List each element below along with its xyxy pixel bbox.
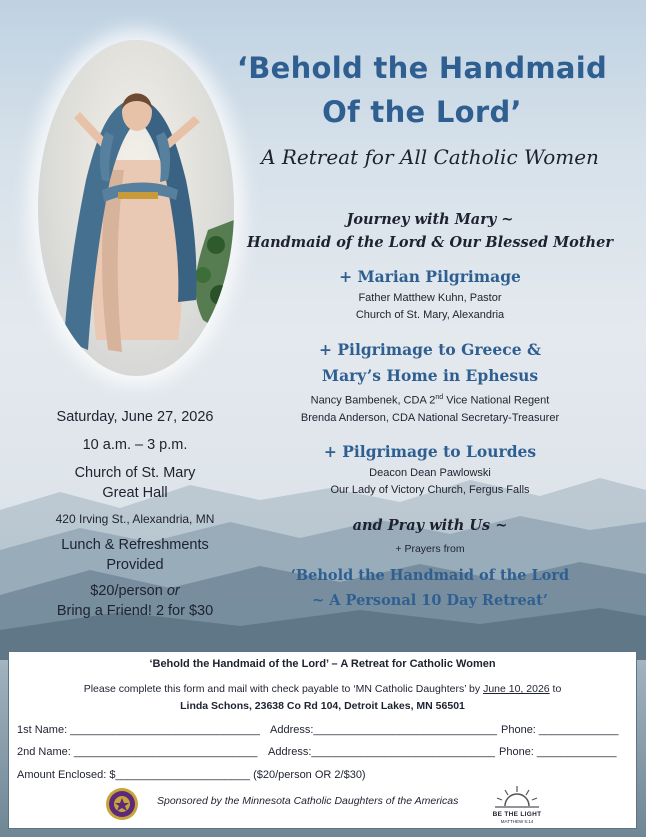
logo-text: BE THE LIGHT: [492, 811, 542, 818]
section-greece-line-1: [260, 389, 600, 410]
form-mail-to: Linda Schons, 23638 Co Rd 104, Detroit Lakes, MN 56501: [180, 700, 465, 712]
second-phone-field[interactable]: Phone: _____________: [499, 746, 617, 758]
sponsor-text: Sponsored by the Minnesota Catholic Daughters of the Americas: [157, 795, 459, 807]
greece-line-1-text: Nancy Bambenek, CDA 2: [310, 394, 436, 407]
section-marian-body: [260, 290, 600, 324]
registration-form: [8, 651, 637, 829]
greece-line-1-sup: nd: [435, 394, 444, 401]
event-price: [30, 581, 240, 621]
madonna-portrait: [38, 40, 234, 376]
second-address-field[interactable]: Address:______________________________: [268, 746, 495, 758]
amount-enclosed-field[interactable]: Amount Enclosed: $______________________ ($20/person OR 2/$30): [17, 769, 366, 781]
form-instruction-text: Please complete this form and mail with check payable to ‘MN Catholic Daughters’ by: [83, 683, 484, 695]
event-date: Saturday, June 27, 2026: [56, 409, 214, 425]
first-address-field[interactable]: Address:______________________________: [270, 724, 497, 736]
section-greece-line-2: Brenda Anderson, CDA National Secretary-Treasurer: [300, 411, 560, 424]
book-title: [260, 563, 600, 613]
section-lourdes-line-1: Deacon Dean Pawlowski: [369, 467, 491, 479]
page-title: [222, 46, 622, 134]
form-title: ‘Behold the Handmaid of the Lord’ – A Retreat for Catholic Women: [149, 658, 496, 670]
section-marian-line-2: Church of St. Mary, Alexandria: [355, 309, 505, 321]
event-lunch-line-1: Lunch & Refreshments: [61, 537, 209, 553]
section-greece-heading: [260, 337, 600, 389]
section-greece-heading-line-2: Mary’s Home in Ephesus: [321, 366, 539, 385]
form-instruction-end: to: [549, 683, 562, 695]
journey-line-1: Journey with Mary ~: [346, 211, 514, 228]
pray-small: + Prayers from: [395, 543, 465, 555]
section-greece-heading-line-1: + Pilgrimage to Greece &: [319, 340, 541, 359]
form-deadline: June 10, 2026: [483, 683, 550, 695]
page-subtitle: A Retreat for All Catholic Women: [261, 145, 599, 169]
event-lunch: [30, 535, 240, 575]
title-line-2: Of the Lord’: [322, 95, 522, 129]
event-venue: [30, 463, 240, 503]
event-price-line-1: [30, 581, 240, 601]
logo-subtext: MATTHEW 5:14: [500, 819, 534, 824]
section-greece-body: [260, 389, 600, 427]
event-venue-line-2: Great Hall: [102, 485, 168, 501]
event-time: 10 a.m. – 3 p.m.: [82, 437, 188, 453]
journey-heading: [240, 208, 620, 254]
price-or: or: [166, 583, 180, 599]
price-text: $20/person: [90, 583, 167, 599]
first-phone-field[interactable]: Phone: _____________: [501, 724, 619, 736]
event-venue-line-1: Church of St. Mary: [74, 465, 196, 481]
title-line-1: ‘Behold the Handmaid: [236, 51, 608, 85]
be-the-light-logo: [491, 784, 543, 826]
event-price-line-2: Bring a Friend! 2 for $30: [56, 603, 214, 619]
sunrise-icon: [491, 784, 543, 810]
pray-heading: and Pray with Us ~: [352, 517, 508, 534]
section-lourdes-heading: + Pilgrimage to Lourdes: [323, 442, 537, 461]
event-address: 420 Irving St., Alexandria, MN: [55, 512, 215, 526]
section-marian-line-1: Father Matthew Kuhn, Pastor: [358, 292, 502, 304]
book-title-line-2: ~ A Personal 10 Day Retreat’: [312, 592, 548, 609]
section-lourdes-body: [260, 465, 600, 499]
second-name-field[interactable]: 2nd Name: ______________________________: [17, 746, 258, 758]
journey-line-2: Handmaid of the Lord & Our Blessed Mother: [247, 234, 613, 251]
book-title-line-1: ‘Behold the Handmaid of the Lord: [290, 567, 570, 584]
section-lourdes-line-2: Our Lady of Victory Church, Fergus Falls: [330, 484, 530, 496]
form-instruction: [9, 683, 636, 695]
cda-seal-icon: [105, 787, 139, 821]
first-name-field[interactable]: 1st Name: _______________________________: [17, 724, 260, 736]
section-marian-heading: + Marian Pilgrimage: [339, 267, 521, 286]
greece-line-1-rest: Vice National Regent: [443, 394, 550, 407]
event-lunch-line-2: Provided: [106, 557, 164, 573]
